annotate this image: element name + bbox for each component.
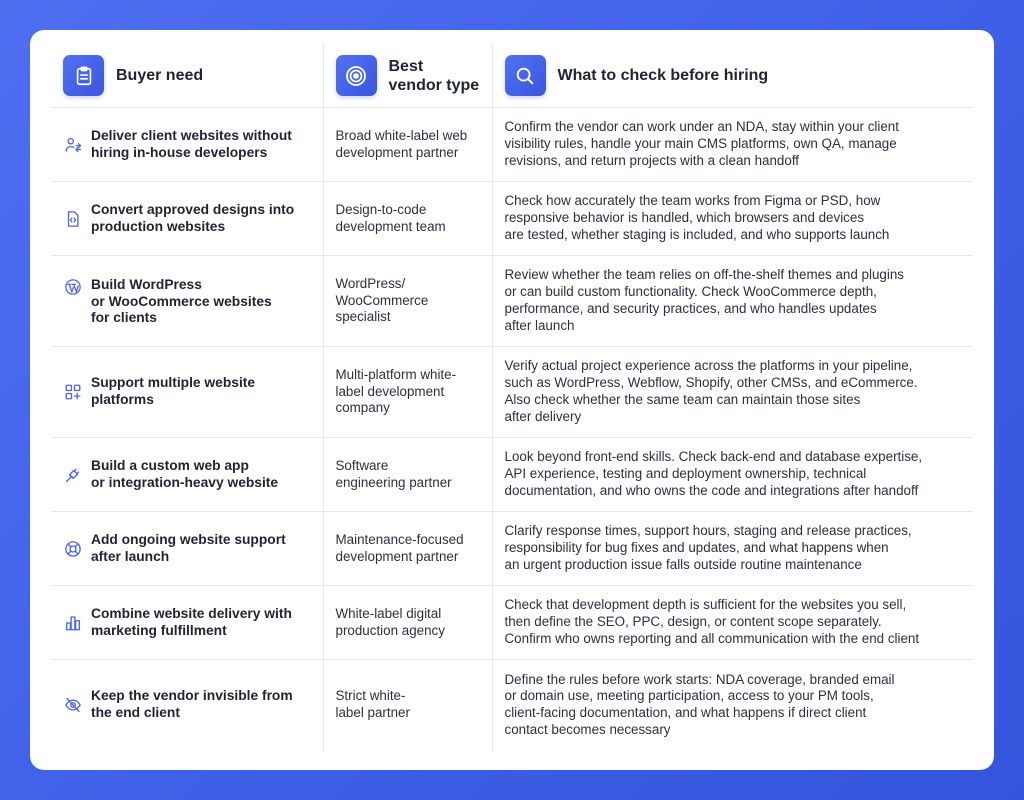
check-cell: Check that development depth is sufficient for the websites you sell, then define the SEO, PPC, design, or content scope separately. Confirm who owns reporting and all communication with the end client [492,586,973,660]
check-cell: Clarify response times, support hours, staging and release practices, responsibility for bug fixes and updates, and what happens when an urgent production issue falls outside routine maintenance [492,512,973,586]
check-cell: Confirm the vendor can work under an NDA, stay within your client visibility rules, handle your main CMS platforms, own QA, manage revisions, and return projects with a clean handoff [492,108,973,182]
bar-chart-icon [63,613,83,633]
clipboard-icon [63,55,104,96]
plug-icon [63,465,83,485]
header-buyer-need [51,44,323,108]
vendor-type-cell: Design-to-code development team [323,182,492,256]
vendor-type-cell: Multi-platform white- label development company [323,347,492,438]
buyer-need-cell [51,660,323,751]
vendor-type-cell: Maintenance-focused development partner [323,512,492,586]
grid-plus-icon [63,382,83,402]
table-row [51,182,973,256]
buyer-need-text: Convert approved designs into production websites [91,201,295,234]
header-what-to-check [492,44,973,108]
table-header-row [51,44,973,108]
header-what-to-check-label: What to check before hiring [557,67,769,84]
header-buyer-need-label: Buyer need [116,67,204,84]
vendor-type-cell: Broad white-label web development partner [323,108,492,182]
table-row [51,586,973,660]
vendor-type-cell: WordPress/ WooCommerce specialist [323,256,492,347]
vendor-comparison-table [51,44,973,751]
buyer-need-cell [51,438,323,512]
table-row [51,256,973,347]
code-file-icon [63,209,83,229]
buyer-need-cell [51,512,323,586]
buyer-need-text: Deliver client websites without hiring in-house developers [91,127,292,160]
header-vendor-type [323,44,492,108]
table-row [51,347,973,438]
check-cell: Review whether the team relies on off-the-shelf themes and plugins or can build custom functionality. Check WooCommerce depth, performance, and security practices, and who handles updates after launch [492,256,973,347]
check-cell: Look beyond front-end skills. Check back-end and database expertise, API experience, testing and deployment ownership, technical documentation, and who owns the code and integrations after handoff [492,438,973,512]
header-vendor-type-label: Best vendor type [388,57,480,94]
buyer-need-cell [51,586,323,660]
vendor-type-cell: Software engineering partner [323,438,492,512]
vendor-type-cell: White-label digital production agency [323,586,492,660]
buyer-need-cell [51,108,323,182]
target-icon [336,55,377,96]
wordpress-icon [63,277,83,297]
buyer-need-text: Support multiple website platforms [91,375,256,407]
buyer-need-text: Build WordPress or WooCommerce websites for clients [91,276,272,326]
table-row [51,108,973,182]
magnifier-icon [505,55,546,96]
buyer-need-text: Build a custom web app or integration-heavy website [91,457,279,490]
people-swap-icon [63,135,83,155]
table-row [51,512,973,586]
eye-off-icon [63,695,83,715]
check-cell: Verify actual project experience across the platforms in your pipeline, such as WordPress, Webflow, Shopify, other CMSs, and eCommerce. Also check whether the same team can maintain those sites after delivery [492,347,973,438]
check-cell: Check how accurately the team works from Figma or PSD, how responsive behavior is handled, which browsers and devices are tested, whether staging is included, and who supports launch [492,182,973,256]
comparison-card [30,30,994,770]
vendor-type-cell: Strict white- label partner [323,660,492,751]
check-cell: Define the rules before work starts: NDA coverage, branded email or domain use, meeting participation, access to your PM tools, client-facing documentation, and what happens if direct client contact becomes necessary [492,660,973,751]
buyer-need-text: Keep the vendor invisible from the end client [91,688,293,721]
buyer-need-cell [51,256,323,347]
buyer-need-text: Combine website delivery with marketing fulfillment [91,605,292,638]
buyer-need-cell [51,347,323,438]
table-row [51,660,973,751]
lifebuoy-icon [63,539,83,559]
buyer-need-cell [51,182,323,256]
table-row [51,438,973,512]
buyer-need-text: Add ongoing website support after launch [91,531,286,564]
